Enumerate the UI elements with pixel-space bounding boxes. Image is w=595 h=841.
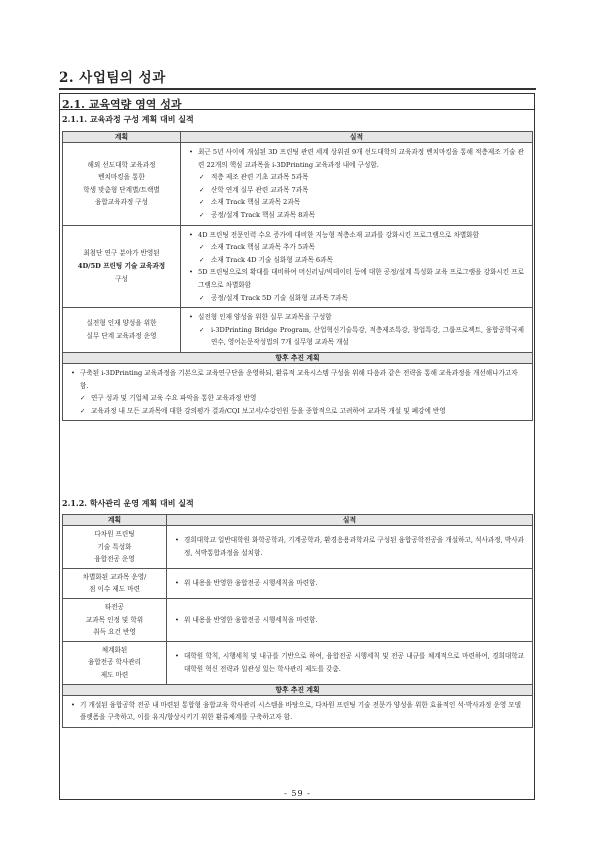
table2-title: 2.1.2. 학사관리 운영 계획 대비 실적 — [62, 498, 194, 508]
check-item: ✓ 공정/설계 Track 5D 기술 심화형 교과목 7과목 — [187, 292, 524, 305]
page-number: - 59 - — [284, 789, 311, 798]
plan-cell: 차별화된 교과목 운영/ 점 이수 제도 마련 — [63, 568, 167, 598]
table1-result-header: 실적 — [181, 132, 533, 143]
check-item: ✓ i-3DPrinting Bridge Program, 산업혁신기술특강, 적층제조특강, 창업특강, 그룹프로젝트, 융합공학국제연수, 영어논문작성법의 7개 실무형 교과목 개설 — [187, 324, 524, 349]
result-cell — [167, 598, 533, 641]
table2-future-plan-cell — [63, 695, 533, 727]
bullet-item: • 최근 5년 사이에 개설된 3D 프린팅 관련 세계 상위권 9개 선도대학의 교육과정 벤치마킹을 통해 적층제조 기술 관련 22개의 핵심 교과목을 i-3DPrinting 교육과정 내에 구성함. — [187, 146, 524, 171]
subsection-title: 2.1. 교육역량 영역 성과 — [62, 98, 182, 111]
check-item: ✓ 연구 성과 및 기업체 교육 수요 파악을 통한 교육과정 반영 — [69, 392, 524, 405]
bullet-item: • 위 내용을 반영한 융합전공 시행세칙을 마련함. — [173, 577, 524, 590]
section-title: 2. 사업팀의 성과 — [59, 70, 166, 86]
bullet-item: • 구축된 i-3DPrinting 교육과정을 기본으로 교육연구단을 운영하되, 환류적 교육시스템 구성을 위해 다음과 같은 전략을 통해 교육과정을 개선해나가고자 함. — [69, 367, 524, 392]
check-item: ✓ 소재 Track 핵심 교과목 2과목 — [187, 196, 524, 209]
table2-result-header: 실적 — [167, 515, 533, 526]
academic-management-table — [62, 514, 533, 728]
table1-future-plan-cell — [63, 363, 533, 420]
result-cell — [167, 641, 533, 684]
table1-title: 2.1.1. 교육과정 구성 계획 대비 실적 — [62, 114, 194, 124]
check-item: ✓ 소재 Track 핵심 교과목 추가 5과목 — [187, 241, 524, 254]
bullet-item: • 경희대학교 일반대학원 화학공학과, 기계공학과, 환경응용과학과로 구성된 융합공학전공을 개설하고, 석사과정, 박사과정, 석박통합과정을 설치함. — [173, 534, 524, 559]
bullet-item: • 기 개설된 융합공학 전공 내 마련된 통합형 융합교육 학사관리 시스템을 바탕으로, 다차원 프린팅 기술 전문가 양성을 위한 효율적인 석·박사과정 운영 모델 플랫폼을 구축하고, 이를 유지/향상시키기 위한 환류체계를 구축하고자 함. — [69, 699, 524, 724]
result-cell — [181, 143, 533, 226]
bullet-item: • 위 내용을 반영한 융합전공 시행세칙을 마련함. — [173, 614, 524, 627]
result-cell — [181, 308, 533, 353]
plan-cell: 해외 선도대학 교육과정 벤치마킹을 통한 학생 맞춤형 단계별/트랙별 융합교육과정 구성 — [63, 143, 181, 226]
result-cell — [181, 225, 533, 308]
check-item: ✓ 산학 연계 실무 관련 교과목 7과목 — [187, 184, 524, 197]
table1-plan-header: 계획 — [63, 132, 181, 143]
table2-plan-header: 계획 — [63, 515, 167, 526]
curriculum-table — [62, 131, 533, 421]
check-item: ✓ 공정/설계 Track 핵심 교과목 8과목 — [187, 209, 524, 222]
table2-future-plan-header: 향후 추진 계획 — [63, 684, 533, 695]
bullet-item: • 실전형 인재 양성을 위한 실무 교과목을 구성함 — [187, 311, 524, 324]
check-item: ✓ 적층 제조 관련 기초 교과목 5과목 — [187, 171, 524, 184]
bullet-item: • 대학원 학칙, 시행세칙 및 내규를 기반으로 하여, 융합전공 시행세칙 및 전공 내규를 체계적으로 마련하여, 경희대학교 대학원 혁신 전략과 일관성 있는 학사관리 제도를 갖춤. — [173, 650, 524, 675]
table1-future-plan-header: 향후 추진 계획 — [63, 352, 533, 363]
bullet-item: • 4D 프린팅 전문인력 수요 증가에 대비한 지능형 적층소재 교과를 강화시킨 프로그램으로 차별화함 — [187, 229, 524, 242]
bullet-item: • 5D 프린팅으로의 확대를 대비하여 머신러닝/빅데이터 등에 대한 공정/설계 특성화 교육 프로그램을 강화시킨 프로그램으로 차별화함 — [187, 266, 524, 291]
plan-cell: 타전공 교과목 인정 및 학위 취득 요건 반영 — [63, 598, 167, 641]
subsection-rule — [60, 109, 534, 110]
table-row — [63, 526, 533, 569]
plan-cell: 최첨단 연구 분야가 반영된 4D/5D 프린팅 기술 교육과정 구성 — [63, 225, 181, 308]
plan-cell: 다차원 프린팅 기술 특성화 융합전공 운영 — [63, 526, 167, 569]
table-row — [63, 568, 533, 598]
table-row — [63, 308, 533, 353]
table-row — [63, 641, 533, 684]
result-cell — [167, 526, 533, 569]
plan-cell: 실전형 인재 양성을 위한 실무 단계 교육과정 운영 — [63, 308, 181, 353]
section-title-rule — [59, 88, 536, 90]
result-cell — [167, 568, 533, 598]
table-row — [63, 598, 533, 641]
table-row — [63, 225, 533, 308]
check-item: ✓ 소재 Track 4D 기술 심화형 교과목 6과목 — [187, 254, 524, 267]
check-item: ✓ 교육과정 내 모든 교과목에 대한 강의평가 결과/CQI 보고서/수강인원 등을 종합적으로 고려하여 교과목 개설 및 폐강에 반영 — [69, 405, 524, 418]
table-row — [63, 143, 533, 226]
plan-cell: 체계화된 융합전공 학사관리 제도 마련 — [63, 641, 167, 684]
